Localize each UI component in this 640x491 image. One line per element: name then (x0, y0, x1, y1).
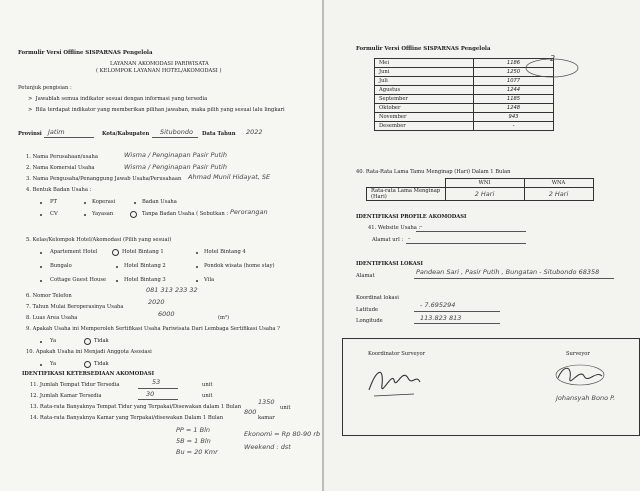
alamat-label: Alamat (356, 273, 375, 279)
q4-value: Perorangan (230, 208, 268, 216)
petunjuk-heading: Petunjuk pengisian : (18, 85, 72, 91)
opt-tanpa-badan: Tanpa Badan Usaha ( Sebutkan : (142, 211, 229, 217)
wni-value: 2 Hari (445, 188, 524, 201)
provinsi-label: Provinsi (18, 131, 42, 137)
selected-circle (112, 249, 119, 256)
form-subtitle: ( KELOMPOK LAYANAN HOTEL/AKOMODASI ) (96, 68, 222, 74)
corner-mark: 2 (550, 54, 556, 63)
opt-vila: Vila (204, 277, 215, 283)
q3-label: 3. Nama Pengusaha/Penanggung Jawab Usaha/Perusahaan (26, 176, 182, 182)
alamat-value: Pandean Sari , Pasir Putih , Bungatan - Situbondo 68358 (416, 268, 600, 276)
q13-value: 1350 (258, 398, 275, 406)
month-value: 1250 (474, 68, 554, 77)
lng-value: 113.823 813 (420, 314, 462, 322)
opt-bintang1: Hotel Bintang 1 (122, 249, 164, 255)
q14-label: 14. Rata-rata Banyaknya Kamar yang Terpakai/disewakan Dalam 1 Bulan (30, 415, 224, 421)
circled-mark (504, 56, 582, 88)
selected-circle (130, 211, 137, 218)
q13-label: 13. Rata-rata Banyaknya Tempat Tidur yang Terpakai/Disewakan dalam 1 Bulan (30, 404, 242, 410)
month-value: 1244 (474, 86, 554, 95)
note-2: 5B = 1 Bln (176, 437, 211, 445)
opt-cv: CV (50, 211, 58, 217)
provinsi-value: Jatim (48, 128, 65, 136)
form-header: Formulir Versi Offline SISPARNAS Pengelola (356, 46, 491, 52)
form-header: Formulir Versi Offline SISPARNAS Pengelola (18, 50, 153, 56)
opt-cottage: Cottage Guest House (50, 277, 107, 283)
section-ketersediaan: IDENTIFIKASI KETERSEDIAAN AKOMODASI (22, 371, 154, 377)
q41-label: 41. Website Usaha : (368, 225, 421, 231)
sig2-name: Johansyah Bono P. (556, 394, 616, 402)
q14-unit: kamar (258, 415, 275, 421)
opt-bintang3: Hotel Bintang 3 (124, 277, 166, 283)
q40-label: 40. Rata-Rata Lama Tamu Menginap (Hari) Dalam 1 Bulan (356, 169, 511, 175)
q11-label: 11. Jumlah Tempat Tidur Tersedia (30, 382, 120, 388)
q11-unit: unit (202, 382, 213, 388)
q6-value: 081 313 233 32 (146, 286, 198, 294)
q8-value: 6000 (158, 310, 175, 318)
month-name: Juni (375, 68, 474, 77)
month-name: Oktober (375, 104, 474, 113)
q5-label: 5. Kelas/Kelompok Hotel/Akomodasi (Pilih yang sesuai) (26, 237, 172, 243)
note-1: PP = 1 Bln (176, 426, 211, 434)
month-name: November (375, 113, 474, 122)
lat-label: Latitude (356, 307, 379, 313)
opt-badan-usaha: Badan Usaha (142, 199, 177, 205)
month-name: Desember (375, 122, 474, 131)
petunjuk-2: > Bila terdapat indikator yang memberikan pilihan jawaban, maka pilih yang sesuai lalu lingkari (28, 107, 285, 113)
selected-circle (84, 338, 91, 345)
signature-coordinator (364, 360, 424, 402)
q10-ya: Ya (50, 361, 57, 367)
q10-label: 10. Apakah Usaha ini Menjadi Anggota Asosiasi (26, 349, 152, 355)
tahun-value: 2022 (246, 128, 263, 136)
month-name: September (375, 95, 474, 104)
q7-label: 7. Tahun Mulai Beroperasinya Usaha (26, 304, 124, 310)
opt-pondok: Pondok wisata (home stay) (204, 263, 275, 269)
month-row (375, 122, 554, 131)
q9-tidak: Tidak (94, 338, 109, 344)
sig2-label: Surveyor (566, 351, 590, 357)
form-title: LAYANAN AKOMODASI PARIWISATA (110, 61, 209, 67)
section-lokasi: IDENTIFIKASI LOKASI (356, 261, 423, 267)
month-row (375, 113, 554, 122)
q8-unit: (m²) (218, 315, 230, 321)
lat-value: - 7.695294 (420, 301, 456, 309)
q40-row-label: Rata-rata Lama Menginap (Hari) (367, 188, 446, 201)
section-profile: IDENTIFIKASI PROFILE AKOMODASI (356, 214, 467, 220)
opt-yayasan: Yayasan (92, 211, 114, 217)
q1-label: 1. Nama Perusahaan/usaha (26, 154, 98, 160)
sig1-label: Koordinator Surveyor (368, 351, 426, 357)
month-name: Agustus (375, 86, 474, 95)
q2-label: 2. Nama Komersial Usaha (26, 165, 95, 171)
month-name: Mei (375, 59, 474, 68)
opt-bintang2: Hotel Bintang 2 (124, 263, 166, 269)
url-value: - (408, 234, 411, 242)
q3-value: Ahmad Munil Hidayat, SE (188, 173, 271, 181)
note-3: Bu = 20 Kmr (176, 448, 218, 456)
q4-label: 4. Bentuk Badan Usaha : (26, 187, 92, 193)
q12-label: 12. Jumlah Kamar Tersedia (30, 393, 102, 399)
q2-value: Wisma / Penginapan Pasir Putih (124, 163, 227, 171)
url-label: Alamat url : (372, 237, 404, 243)
lng-label: Longitude (356, 318, 383, 324)
q40-table (366, 178, 594, 201)
q11-value: 53 (152, 378, 161, 386)
opt-bintang4: Hotel Bintang 4 (204, 249, 246, 255)
koordinat-label: Koordinat lokasi (356, 295, 399, 301)
q9-ya: Ya (50, 338, 57, 344)
opt-apartement: Apartement Hotel (50, 249, 98, 255)
q6-label: 6. Nomor Telefon (26, 293, 72, 299)
month-row (375, 104, 554, 113)
wna-value: 2 Hari (524, 188, 593, 201)
signature-surveyor (550, 360, 608, 392)
petunjuk-1: > Jawablah semua indikator sesuai dengan informasi yang tersedia (28, 96, 208, 102)
opt-pt: PT (50, 199, 57, 205)
note-4: Ekonomi = Rp 80-90 rb (244, 430, 321, 438)
month-value: 943 (474, 113, 554, 122)
opt-koperasi: Koperasi (92, 199, 116, 205)
q10-tidak: Tidak (94, 361, 109, 367)
month-name: Juli (375, 77, 474, 86)
wni-header: WNI (445, 179, 524, 188)
selected-circle (84, 361, 91, 368)
right-page (324, 0, 640, 491)
month-value: - (474, 122, 554, 131)
month-value: 1248 (474, 104, 554, 113)
month-row (375, 95, 554, 104)
q12-unit: unit (202, 393, 213, 399)
month-value: 1077 (474, 77, 554, 86)
q9-label: 9. Apakah Usaha ini Memperoleh Sertifikasi Usaha Pariwisata Dari Lembaga Sertifikasi Usaha ? (26, 326, 280, 332)
tahun-label: Data Tahun (202, 131, 236, 137)
kota-label: Kota/Kabupaten (102, 131, 150, 137)
q41-value: - (420, 222, 423, 230)
month-value: 1186 (474, 59, 554, 68)
q12-value: 30 (146, 390, 155, 398)
kota-value: Situbondo (160, 128, 193, 136)
note-5: Weekend : dst (244, 443, 291, 451)
opt-bungalo: Bungalo (50, 263, 72, 269)
wna-header: WNA (524, 179, 593, 188)
q13-unit: unit (280, 405, 291, 411)
q1-value: Wisma / Penginapan Pasir Putih (124, 151, 227, 159)
q7-value: 2020 (148, 298, 165, 306)
q8-label: 8. Luas Area Usaha (26, 315, 78, 321)
month-value: 1185 (474, 95, 554, 104)
q14-value: 800 (244, 408, 257, 416)
